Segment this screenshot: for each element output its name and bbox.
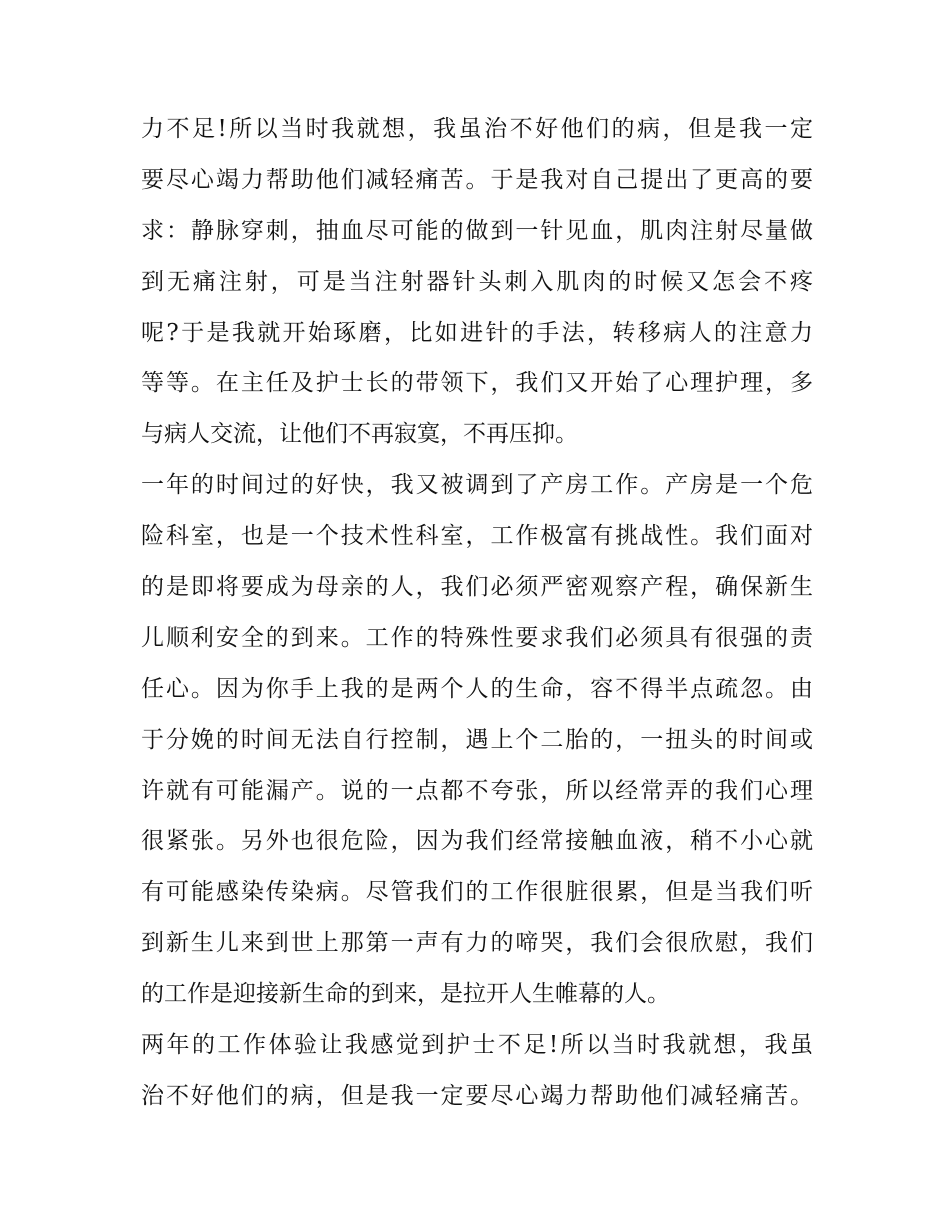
text-line: 的是即将要成为母亲的人，我们必须严密观察产程，确保新生 <box>141 574 813 601</box>
text-line: 力不足!所以当时我就想，我虽治不好他们的病，但是我一定 <box>141 116 813 142</box>
text-line: 一年的时间过的好快，我又被调到了产房工作。产房是一个危 <box>141 472 813 499</box>
text-line: 与病人交流，让他们不再寂寞，不再压抑。 <box>141 421 578 448</box>
text-line: 治不好他们的病，但是我一定要尽心竭力帮助他们减轻痛苦。 <box>141 1082 813 1109</box>
text-line: 许就有可能漏产。说的一点都不夸张，所以经常弄的我们心理 <box>141 777 813 804</box>
text-line: 求：静脉穿刺，抽血尽可能的做到一针见血，肌肉注射尽量做 <box>141 217 813 244</box>
text-line: 很紧张。另外也很危险，因为我们经常接触血液，稍不小心就 <box>141 828 813 855</box>
text-line: 的工作是迎接新生命的到来，是拉开人生帷幕的人。 <box>141 981 670 1008</box>
text-line: 儿顺利安全的到来。工作的特殊性要求我们必须具有很强的责 <box>141 624 813 651</box>
text-line: 到新生儿来到世上那第一声有力的啼哭，我们会很欣慰，我们 <box>141 930 813 957</box>
text-line: 有可能感染传染病。尽管我们的工作很脏很累，但是当我们听 <box>141 879 813 906</box>
body-text <box>141 104 813 1122</box>
text-line: 要尽心竭力帮助他们减轻痛苦。于是我对自己提出了更高的要 <box>141 166 813 193</box>
text-line: 任心。因为你手上我的是两个人的生命，容不得半点疏忽。由 <box>141 675 813 702</box>
text-line: 险科室，也是一个技术性科室，工作极富有挑战性。我们面对 <box>141 523 813 550</box>
text-line: 等等。在主任及护士长的带领下，我们又开始了心理护理，多 <box>141 370 813 397</box>
text-line: 到无痛注射，可是当注射器针头刺入肌肉的时候又怎会不疼 <box>141 268 813 295</box>
text-line: 两年的工作体验让我感觉到护士不足!所以当时我就想，我虽 <box>141 1032 813 1059</box>
text-line: 于分娩的时间无法自行控制，遇上个二胎的，一扭头的时间或 <box>141 726 813 753</box>
text-line: 呢?于是我就开始琢磨，比如进针的手法，转移病人的注意力 <box>141 319 813 346</box>
